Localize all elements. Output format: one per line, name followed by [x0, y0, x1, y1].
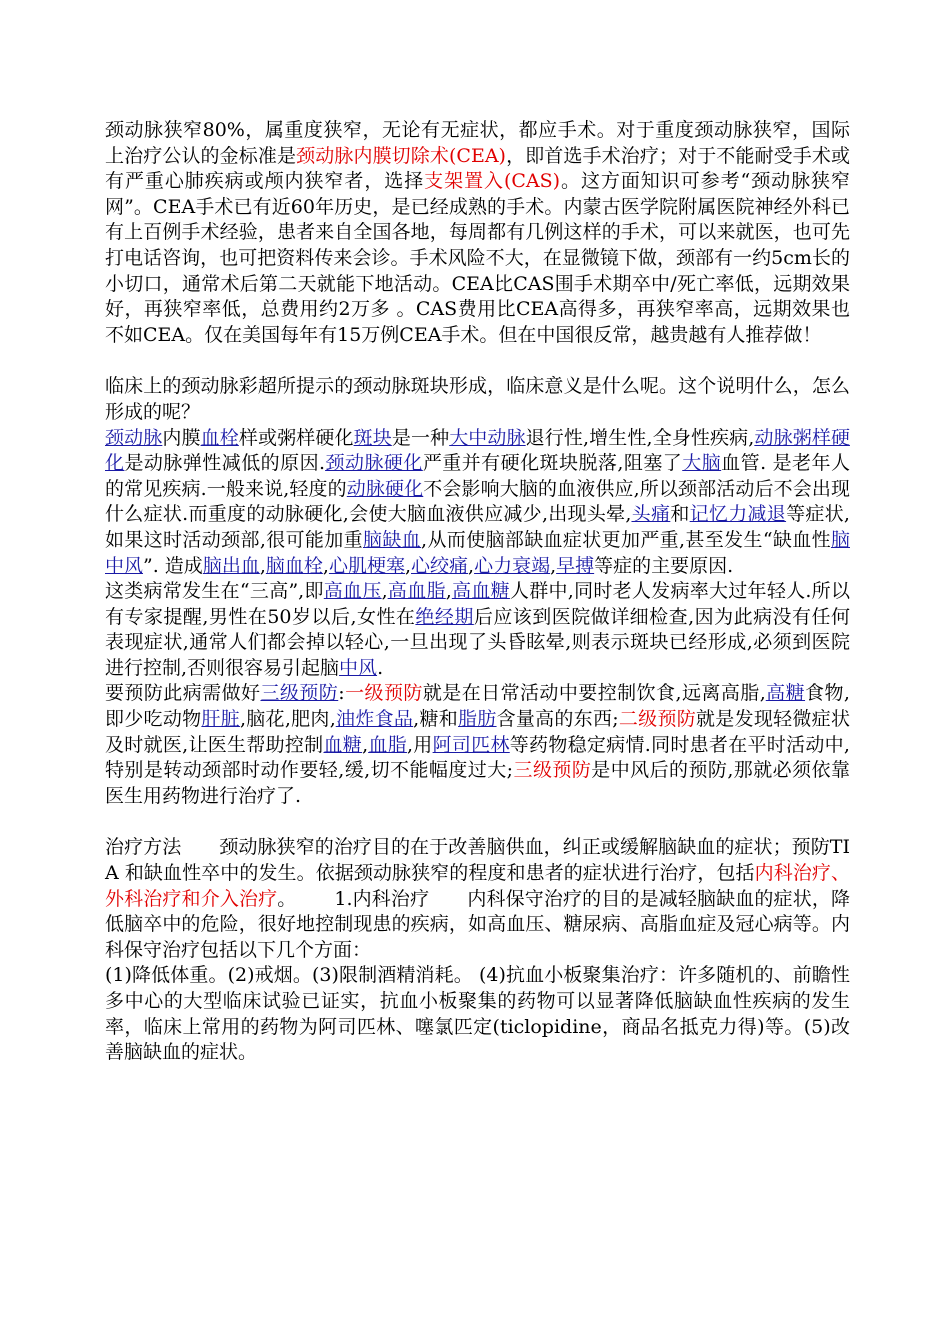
- text-segment: .: [377, 656, 384, 679]
- link-memory-decline[interactable]: 记忆力减退: [689, 503, 787, 526]
- text-segment: 就是在日常活动中要控制饮食,远离高脂,: [422, 682, 766, 705]
- link-myocardial-infarction[interactable]: 心肌梗塞: [328, 554, 405, 577]
- highlight-cas: 支架置入(CAS): [424, 170, 561, 193]
- text-segment: 含量高的东西;: [496, 708, 619, 731]
- paragraph-treatment: [105, 835, 850, 963]
- link-hyperglycemia[interactable]: 高血糖: [451, 580, 510, 603]
- text-segment: ,: [550, 554, 557, 577]
- text-segment: 严重并有硬化斑块脱落,阻塞了: [422, 452, 683, 475]
- section-label-treatment: 治疗方法: [105, 836, 182, 859]
- text-segment: 等症的主要原因.: [594, 554, 734, 577]
- text-segment: :: [338, 682, 345, 705]
- text-segment: 这类病常发生在“三高”,即: [105, 580, 324, 603]
- highlight-primary-prevention: 一级预防: [344, 682, 423, 705]
- text-segment: 后应该到医院做详细检查,因为此病没有任何表现症状,通常人们都会掉以轻心,一旦出现了头昏眩晕,则表示斑块已经形成,必须到医院进行控制,否则很容易引起脑: [105, 605, 850, 679]
- link-stroke[interactable]: 脑中风: [105, 528, 850, 577]
- paragraph-gap: [105, 809, 850, 835]
- text-segment: 颈动脉狭窄80%，属重度狭窄，无论有无症状，都应手术。对于重度颈动脉狭窄，国际上治疗公认的金标准是: [105, 119, 850, 167]
- text-segment: 内膜: [162, 426, 201, 449]
- text-segment: ,: [362, 733, 369, 756]
- text-segment: 内科保守治疗的目的是减轻脑缺血的症状，降低脑卒中的危险，很好地控制现患的疾病，如高血压、糖尿病、高脂血症及冠心病等。内科保守治疗包括以下几个方面：: [105, 887, 850, 961]
- text-segment: 是一种: [391, 426, 450, 449]
- text-segment: ,: [445, 580, 452, 603]
- link-fat[interactable]: 脂肪: [458, 708, 497, 731]
- link-arteriosclerosis[interactable]: 动脉硬化: [346, 477, 424, 500]
- link-three-level-prevention[interactable]: 三级预防: [260, 682, 339, 705]
- text-segment: 颈动脉狭窄的治疗目的在于改善脑供血，纠正或缓解脑缺血的症状；预防TIA 和缺血性卒中的发生。依据颈动脉狭窄的程度和患者的症状进行治疗，包括: [105, 836, 850, 885]
- link-headache[interactable]: 头痛: [631, 503, 671, 526]
- link-menopause[interactable]: 绝经期: [415, 605, 474, 628]
- highlight-secondary-prevention: 二级预防: [618, 708, 697, 731]
- text-segment: ,: [404, 554, 411, 577]
- link-cerebral-thrombosis[interactable]: 脑血栓: [265, 554, 323, 577]
- link-atherosclerosis[interactable]: 动脉粥样硬化: [105, 426, 850, 475]
- link-blood-lipid[interactable]: 血脂: [368, 733, 407, 756]
- link-brain[interactable]: 大脑: [682, 452, 722, 475]
- link-aspirin[interactable]: 阿司匹林: [432, 733, 510, 756]
- text-segment: ,糖和: [413, 708, 458, 731]
- link-high-sugar[interactable]: 高糖: [765, 682, 806, 705]
- text-segment: 临床上的颈动脉彩超所提示的颈动脉斑块形成，临床意义是什么呢。这个说明什么，怎么形成的呢？: [105, 375, 850, 423]
- highlight-tertiary-prevention: 三级预防: [513, 759, 592, 782]
- text-segment: 人群中,同时老人发病率大过年轻人.所以有专家提醒,男性在50岁以后,女性在: [105, 580, 850, 628]
- text-segment: 是动脉弹性减低的原因.: [124, 452, 326, 475]
- paragraph-gap: [105, 348, 850, 374]
- text-segment: 退行性,增生性,全身性疾病,: [525, 426, 755, 449]
- link-fried-food[interactable]: 油炸食品: [335, 708, 414, 731]
- text-segment: 血管. 是老年人的常见疾病.一般来说,轻度的: [105, 452, 850, 500]
- section-label-internal: 1.内科治疗: [334, 887, 430, 910]
- link-carotid-artery[interactable]: 颈动脉: [105, 426, 163, 449]
- text-segment: 等症状,如果这时活动颈部,很可能加重: [105, 503, 850, 551]
- text-segment: ,用: [406, 733, 433, 756]
- paragraph-prevention: [105, 681, 850, 809]
- link-hypertension[interactable]: 高血压: [323, 580, 382, 603]
- text-segment: 和: [670, 503, 690, 526]
- text-segment: ,脑花,肥肉,: [239, 708, 336, 731]
- link-plaque[interactable]: 斑块: [353, 426, 392, 449]
- highlight-cea: 颈动脉内膜切除术(CEA): [296, 144, 506, 167]
- link-premature-beat[interactable]: 早搏: [556, 554, 595, 577]
- link-carotid-sclerosis[interactable]: 颈动脉硬化: [325, 452, 423, 475]
- text-segment: ,: [468, 554, 475, 577]
- text-segment: ,: [322, 554, 329, 577]
- text-segment: ,从而使脑部缺血症状更加严重,甚至发生“缺血性: [421, 528, 831, 551]
- paragraph-question: [105, 374, 850, 425]
- link-stroke-short[interactable]: 中风: [339, 656, 378, 679]
- text-segment: 就是发现轻微症状及时就医,让医生帮助控制: [105, 708, 850, 756]
- link-large-medium-artery[interactable]: 大中动脉: [449, 426, 526, 449]
- link-heart-failure[interactable]: 心力衰竭: [474, 554, 551, 577]
- link-hyperlipidemia[interactable]: 高血脂: [387, 580, 446, 603]
- text-segment: 是中风后的预防,那就必须依靠医生用药物进行治疗了.: [105, 759, 850, 807]
- text-segment: 。这方面知识可参考“颈动脉狭窄网”。CEA手术已有近60年历史，是已经成熟的手术。内蒙古医学院附属医院神经外科已有上百例手术经验，患者来自全国各地，每周都有几例这样的手术，可以来就医，也可先打电话咨询，也可把资料传来会诊。手术风险不大，在显微镜下做，颈部有一约5cm长的小切口，通常术后第二天就能下地活动。CEA比CAS围手术期卒中/死亡率低，远期效果好，再狭窄率低，总费用约2万多 。CAS费用比CEA高得多，再狭窄率高，远期效果也不如CEA。仅在美国每年有15万例CEA手术。但在中国很反常，越贵越有人推荐做！: [105, 170, 850, 346]
- link-cerebral-hemorrhage[interactable]: 脑出血: [202, 554, 260, 577]
- text-segment: ,: [381, 580, 388, 603]
- link-blood-sugar[interactable]: 血糖: [323, 733, 363, 756]
- text-segment: 样或粥样硬化: [238, 426, 354, 449]
- text-segment: ，即首选手术治疗；对于不能耐受手术或有严重心肺疾病或颅内狭窄者，选择: [105, 144, 850, 193]
- text-segment: ”. 造成: [143, 554, 203, 577]
- highlight-treatment-types: 内科治疗、外科治疗和介入治疗: [105, 862, 850, 910]
- link-angina[interactable]: 心绞痛: [411, 554, 469, 577]
- paragraph-plaque-explanation: [105, 426, 850, 580]
- text-segment: (1)降低体重。(2)戒烟。(3)限制酒精消耗。 (4)抗血小板聚集治疗：许多随机的、前瞻性多中心的大型临床试验已证实，抗血小板聚集的药物可以显著降低脑缺血性疾病的发生率，临床上常用的药物为阿司匹林、噻氯匹定(ticlopidine，商品名抵克力得)等。(5)改善脑缺血的症状。: [105, 964, 850, 1064]
- text-segment: 。: [277, 887, 297, 910]
- text-segment: 等药物稳定病情.同时患者在平时活动中,特别是转动颈部时动作要轻,缓,切不能幅度过大;: [105, 733, 850, 782]
- link-cerebral-ischemia[interactable]: 脑缺血: [362, 528, 422, 551]
- text-segment: 要预防此病需做好: [105, 682, 261, 705]
- document-page: [105, 118, 850, 1066]
- link-thrombus[interactable]: 血栓: [200, 426, 239, 449]
- text-segment: 食物,即少吃动物: [105, 682, 850, 731]
- paragraph-cea-surgery: [105, 118, 850, 348]
- text-segment: ,: [259, 554, 266, 577]
- paragraph-three-highs: [105, 579, 850, 681]
- text-segment: 不会影响大脑的血液供应,所以颈部活动后不会出现什么症状.而重度的动脉硬化,会使大脑血液供应减少,出现头晕,: [105, 477, 850, 526]
- link-liver[interactable]: 肝脏: [201, 708, 240, 731]
- paragraph-treatment-list: [105, 963, 850, 1065]
